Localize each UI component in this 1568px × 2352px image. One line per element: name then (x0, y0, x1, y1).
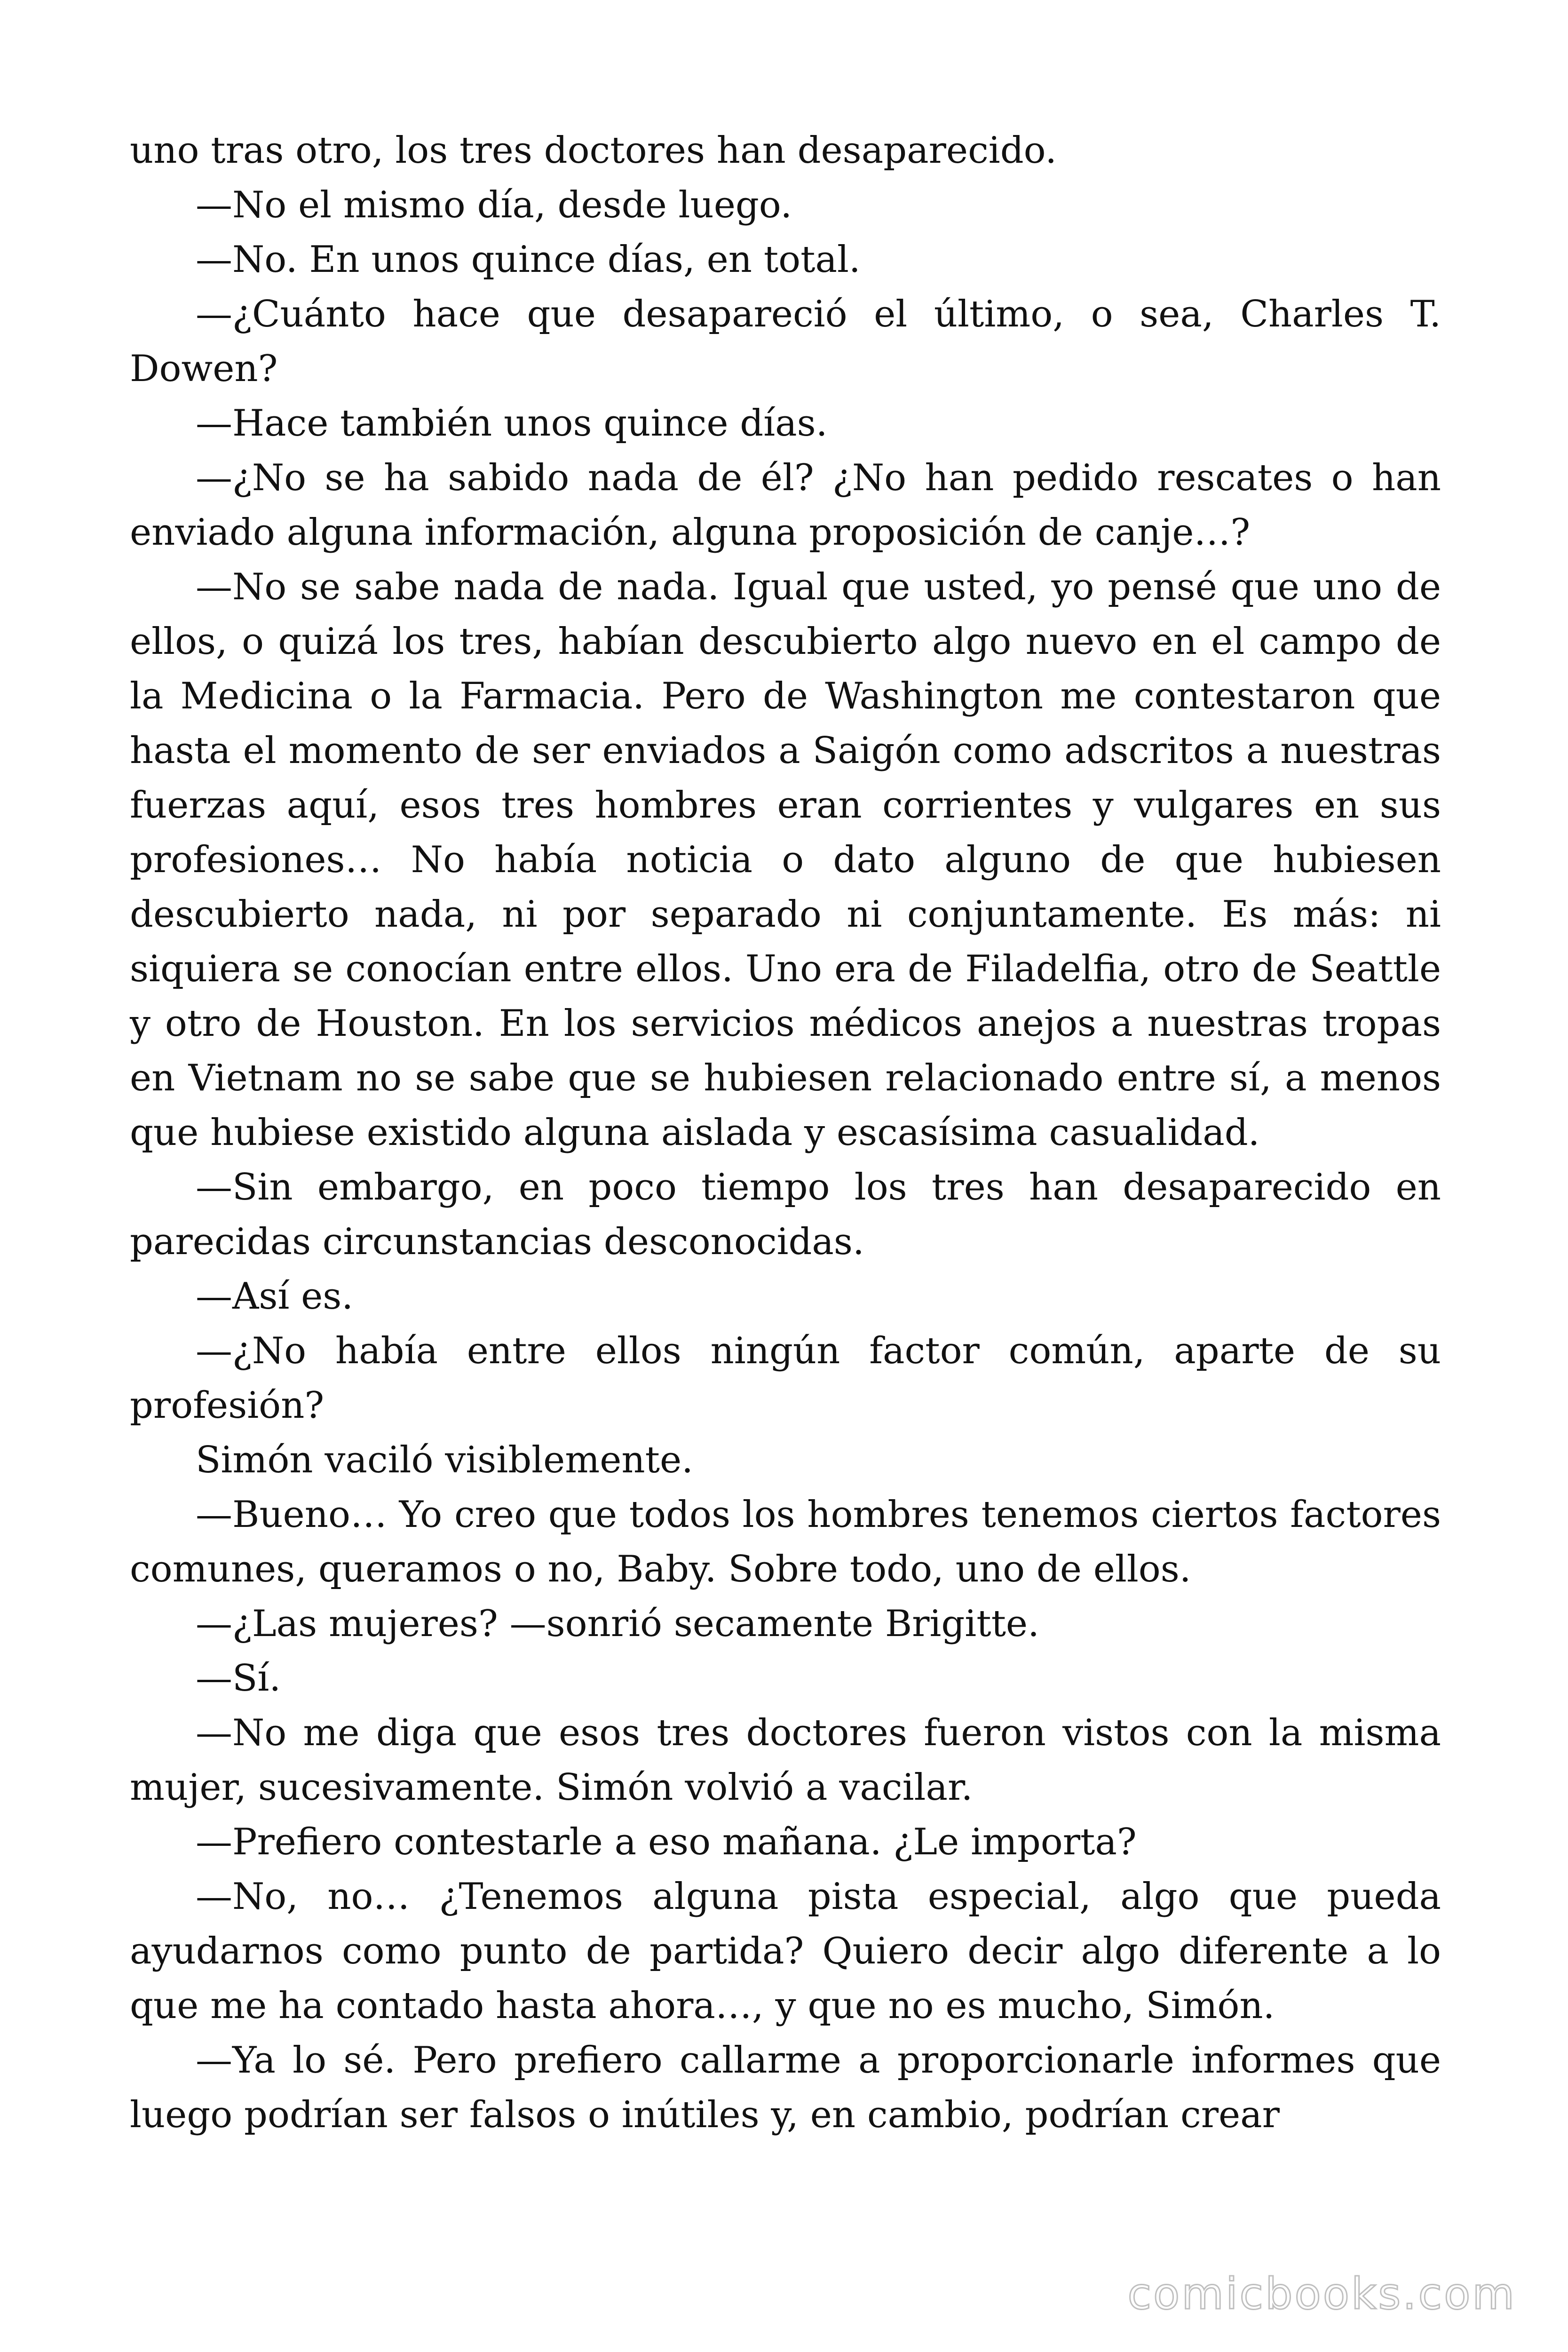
paragraph: —Así es. (196, 1275, 354, 1318)
paragraph: —¿Las mujeres? —sonrió secamente Brigitte. (196, 1603, 1039, 1645)
paragraph: —Prefiero contestarle a eso mañana. ¿Le importa? (196, 1821, 1137, 1863)
paragraph: —¿No se ha sabido nada de él? ¿No han pedido rescates o han enviado alguna información, alguna proposición de canje…? (130, 457, 1441, 554)
paragraph: —Bueno… Yo creo que todos los hombres tenemos ciertos factores comunes, queramos o no, Baby. Sobre todo, uno de ellos. (130, 1494, 1441, 1590)
site-watermark: comicbooks.com (1127, 2269, 1516, 2319)
paragraph: —Sin embargo, en poco tiempo los tres han desaparecido en parecidas circunstancias desconocidas. (130, 1166, 1441, 1263)
paragraph: —¿Cuánto hace que desapareció el último, o sea, Charles T. Dowen? (130, 293, 1441, 390)
paragraph: —Ya lo sé. Pero prefiero callarme a proporcionarle informes que luego podrían ser falsos o inútiles y, en cambio, podrían crear (130, 2039, 1441, 2136)
paragraph: —No se sabe nada de nada. Igual que usted, yo pensé que uno de ellos, o quizá los tres, habían descubierto algo nuevo en el campo de la Medicina o la Farmacia. Pero de Washington me contestaron que hasta el momento de ser enviados a Saigón como adscritos a nuestras fuerzas aquí, esos tres hombres eran corrientes y vulgares en sus profesiones… No había noticia o dato alguno de que hubiesen descubierto nada, ni por separado ni conjuntamente. Es más: ni siquiera se conocían entre ellos. Uno era de Filadelfia, otro de Seattle y otro de Houston. En los servicios médicos anejos a nuestras tropas en Vietnam no se sabe que se hubiesen relacionado entre sí, a menos que hubiese existido alguna aislada y escasísima casualidad. (130, 566, 1441, 1154)
paragraph: Simón vaciló visiblemente. (196, 1439, 693, 1481)
paragraph-continuation: uno tras otro, los tres doctores han desaparecido. (130, 129, 1057, 172)
paragraph: —No me diga que esos tres doctores fueron vistos con la misma mujer, sucesivamente. Simón volvió a vacilar. (130, 1712, 1441, 1809)
paragraph: —No, no… ¿Tenemos alguna pista especial, algo que pueda ayudarnos como punto de partida? Quiero decir algo diferente a lo que me ha contado hasta ahora…, y que no es mucho, Simón. (130, 1875, 1441, 2027)
paragraph: —Hace también unos quince días. (196, 402, 828, 445)
paragraph: —No. En unos quince días, en total. (196, 238, 861, 281)
paragraph: —¿No había entre ellos ningún factor común, aparte de su profesión? (130, 1330, 1441, 1427)
paragraph: —No el mismo día, desde luego. (196, 184, 792, 226)
body-text (130, 123, 1441, 2142)
paragraph: —Sí. (196, 1657, 281, 1700)
